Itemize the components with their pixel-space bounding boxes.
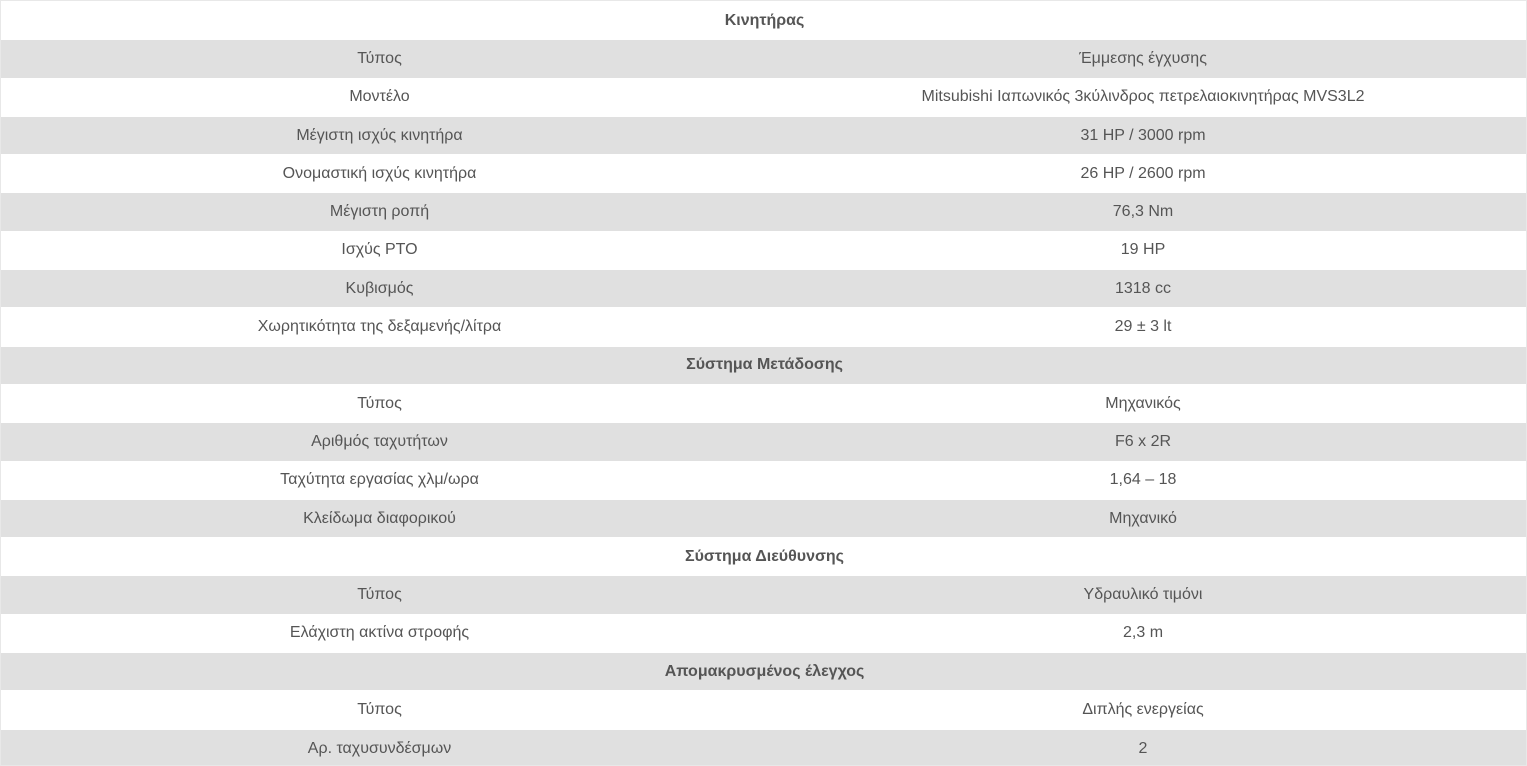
table-row <box>1 691 1527 729</box>
table-row <box>1 116 1527 154</box>
section-title: Απομακρυσμένος έλεγχος <box>1 653 1527 691</box>
section-header-row <box>1 653 1527 691</box>
table-row <box>1 270 1527 308</box>
spec-label: Ελάχιστη ακτίνα στροφής <box>1 614 758 652</box>
spec-label: Τύπος <box>1 384 758 422</box>
table-row <box>1 461 1527 499</box>
table-row <box>1 423 1527 461</box>
spec-label: Μέγιστη ισχύς κινητήρα <box>1 116 758 154</box>
spec-value: 19 HP <box>758 231 1527 269</box>
table-row <box>1 384 1527 422</box>
section-title: Κινητήρας <box>1 2 1527 40</box>
spec-value: 2,3 m <box>758 614 1527 652</box>
spec-value: 1,64 – 18 <box>758 461 1527 499</box>
section-title: Σύστημα Μετάδοσης <box>1 346 1527 384</box>
section-header-row <box>1 538 1527 576</box>
table-row <box>1 155 1527 193</box>
spec-label: Μοντέλο <box>1 78 758 116</box>
spec-table-body <box>1 2 1527 766</box>
spec-label: Αριθμός ταχυτήτων <box>1 423 758 461</box>
spec-label: Τύπος <box>1 576 758 614</box>
spec-value: Έμμεσης έγχυσης <box>758 40 1527 78</box>
spec-value: 29 ± 3 lt <box>758 308 1527 346</box>
table-row <box>1 576 1527 614</box>
spec-label: Μέγιστη ροπή <box>1 193 758 231</box>
table-row <box>1 499 1527 537</box>
spec-label: Τύπος <box>1 691 758 729</box>
spec-label: Αρ. ταχυσυνδέσμων <box>1 729 758 766</box>
spec-table <box>1 1 1527 766</box>
spec-label: Ονομαστική ισχύς κινητήρα <box>1 155 758 193</box>
spec-label: Κυβισμός <box>1 270 758 308</box>
spec-value: Mitsubishi Ιαπωνικός 3κύλινδρος πετρελαιοκινητήρας MVS3L2 <box>758 78 1527 116</box>
spec-label: Ισχύς PTO <box>1 231 758 269</box>
spec-label: Τύπος <box>1 40 758 78</box>
table-row <box>1 614 1527 652</box>
table-row <box>1 193 1527 231</box>
spec-value: 26 HP / 2600 rpm <box>758 155 1527 193</box>
table-row <box>1 308 1527 346</box>
spec-value: 2 <box>758 729 1527 766</box>
spec-value: Διπλής ενεργείας <box>758 691 1527 729</box>
section-title: Σύστημα Διεύθυνσης <box>1 538 1527 576</box>
table-row <box>1 729 1527 766</box>
spec-value: Υδραυλικό τιμόνι <box>758 576 1527 614</box>
spec-label: Κλείδωμα διαφορικού <box>1 499 758 537</box>
spec-value: Μηχανικός <box>758 384 1527 422</box>
spec-value: 76,3 Nm <box>758 193 1527 231</box>
spec-label: Χωρητικότητα της δεξαμενής/λίτρα <box>1 308 758 346</box>
spec-label: Ταχύτητα εργασίας χλμ/ωρα <box>1 461 758 499</box>
spec-value: F6 x 2R <box>758 423 1527 461</box>
spec-value: Μηχανικό <box>758 499 1527 537</box>
spec-value: 31 HP / 3000 rpm <box>758 116 1527 154</box>
spec-value: 1318 cc <box>758 270 1527 308</box>
section-header-row <box>1 2 1527 40</box>
table-row <box>1 40 1527 78</box>
table-row <box>1 231 1527 269</box>
section-header-row <box>1 346 1527 384</box>
table-row <box>1 78 1527 116</box>
